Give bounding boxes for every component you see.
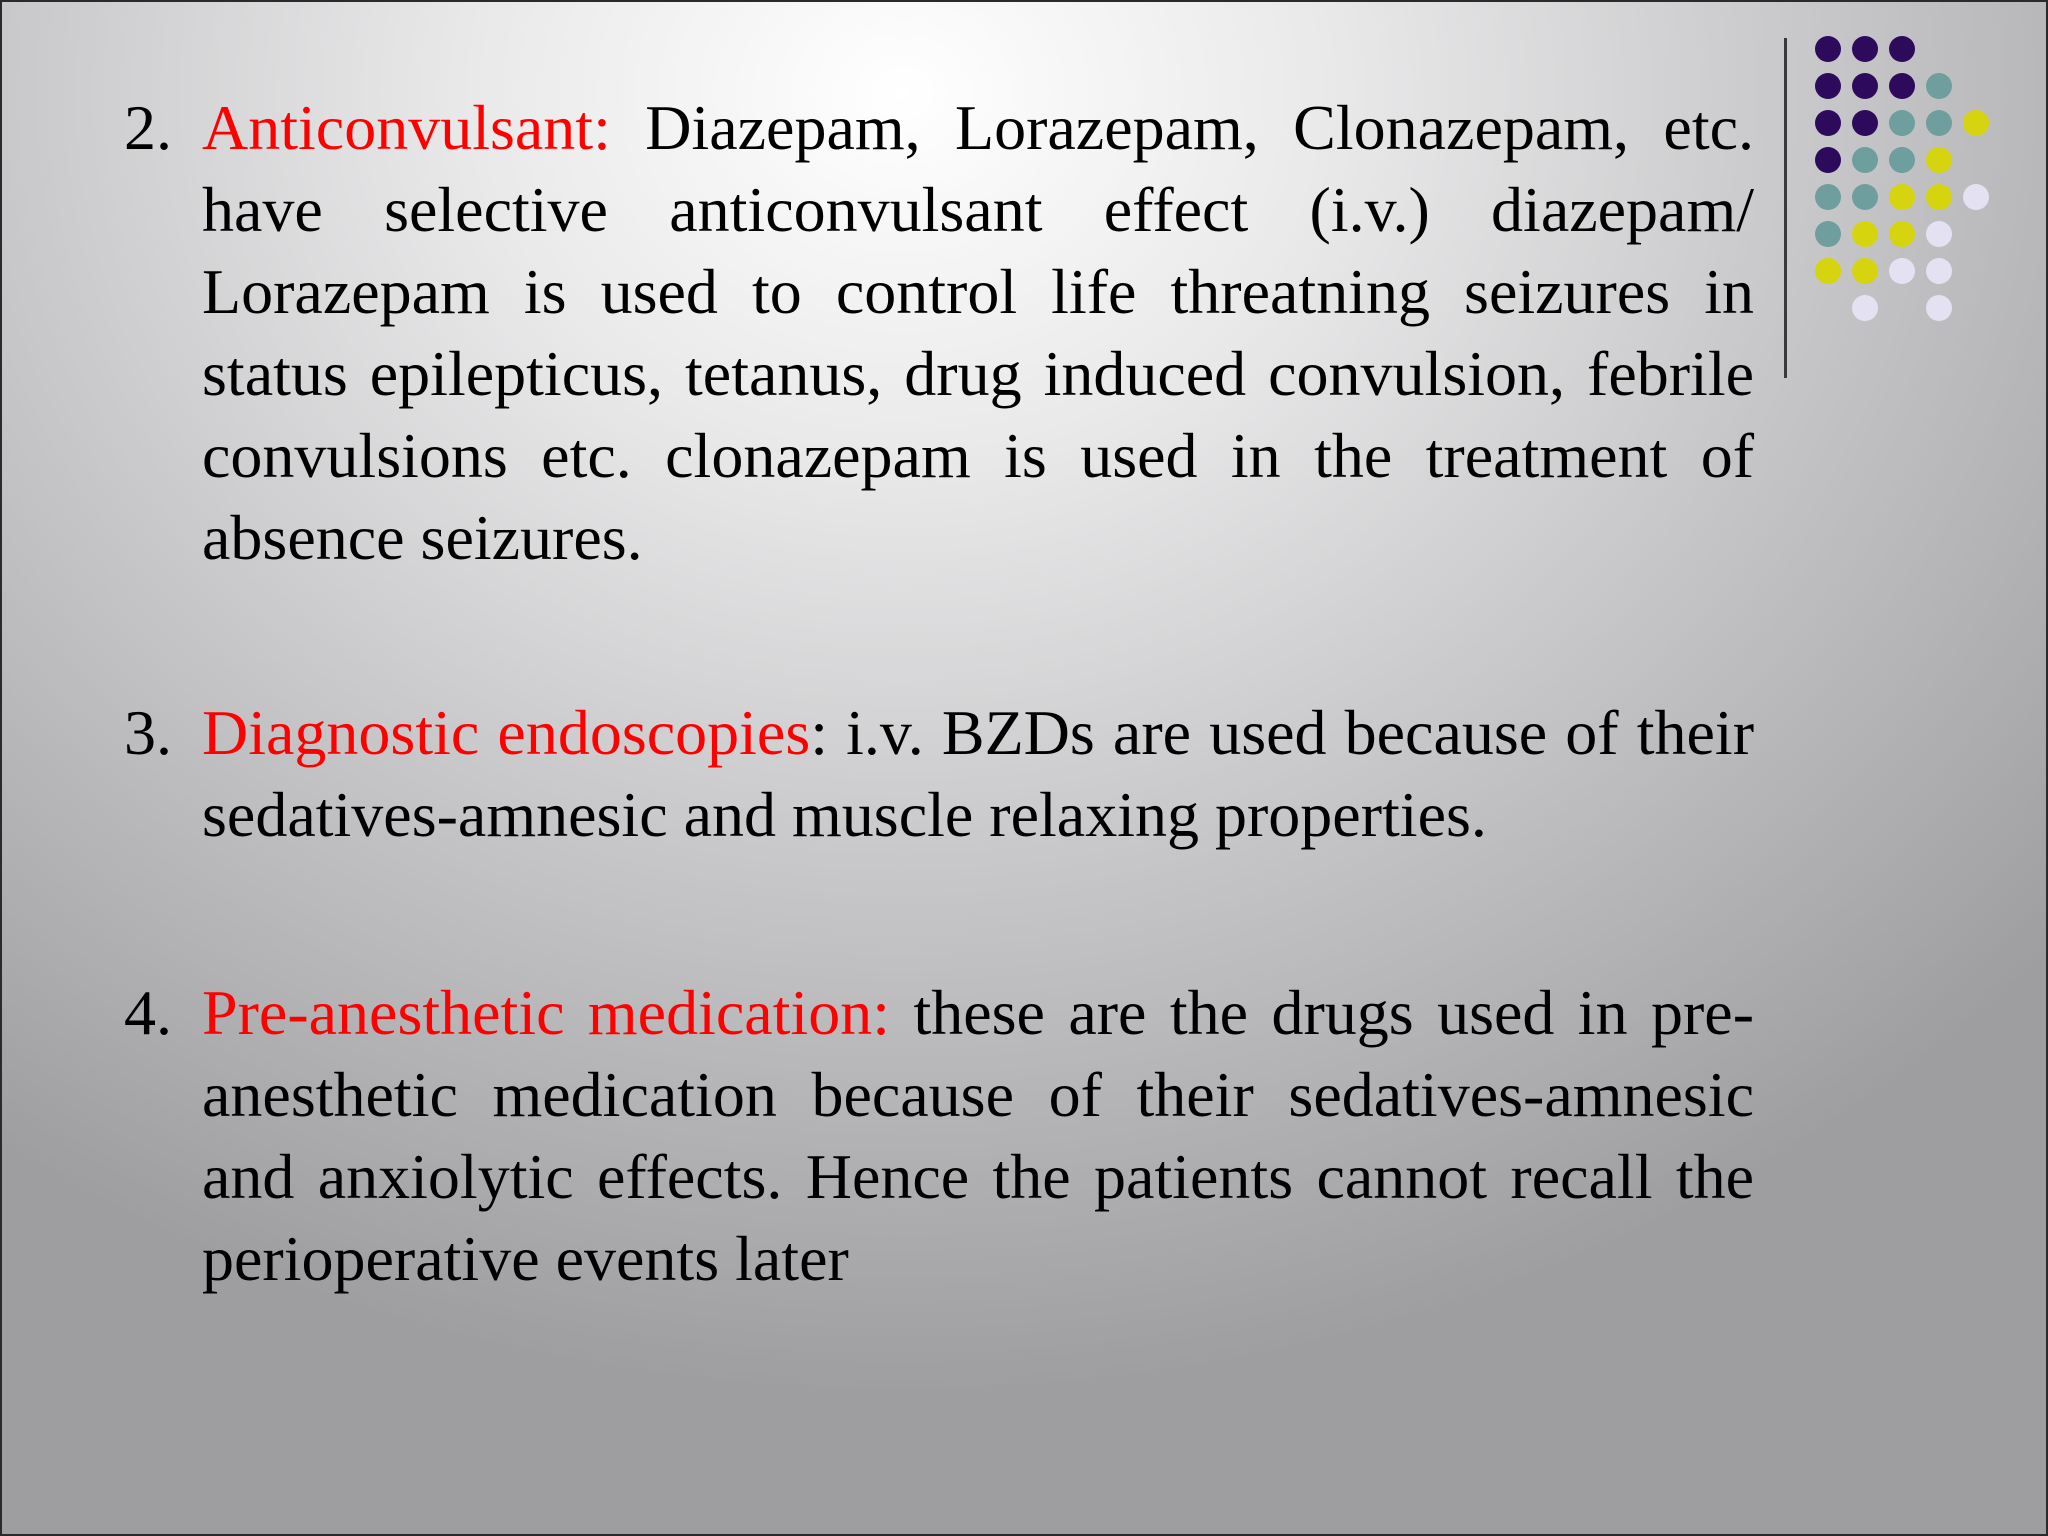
item-body: Diazepam, Lorazepam, Clonazepam, etc. have selective anticonvulsant effect (i.v.) diazepam/ Lorazepam is used to control life threatning seizures in status epilepticus, tetanus, drug induced convulsion, febrile convulsions etc. clonazepam is used in the treatment of absence seizures. — [202, 92, 1755, 573]
decorative-dot — [1815, 147, 1841, 173]
decorative-dot — [1926, 147, 1952, 173]
decorative-dot — [1852, 147, 1878, 173]
decorative-dot-grid — [1812, 36, 2034, 336]
decorative-dot — [1852, 184, 1878, 210]
decorative-dot — [1926, 295, 1952, 321]
item-number: 4. — [124, 977, 172, 1048]
decorative-dot — [1926, 258, 1952, 284]
item-number: 3. — [124, 697, 172, 768]
item-heading: Anticonvulsant: — [202, 92, 611, 163]
decorative-dot — [1926, 221, 1952, 247]
decorative-dot — [1852, 36, 1878, 62]
item-heading: Diagnostic endoscopies — [202, 697, 811, 768]
decorative-dot — [1815, 221, 1841, 247]
decorative-dot — [1815, 258, 1841, 284]
decorative-dot — [1889, 258, 1915, 284]
decorative-dot — [1889, 147, 1915, 173]
list-item-pre-anesthetic-medication — [124, 972, 1755, 1300]
decorative-dot — [1926, 110, 1952, 136]
item-number: 2. — [124, 92, 172, 163]
decorative-dot — [1926, 184, 1952, 210]
decorative-dot — [1852, 221, 1878, 247]
decorative-dot — [1889, 36, 1915, 62]
decorative-dot — [1815, 110, 1841, 136]
decorative-dot — [1889, 184, 1915, 210]
decorative-dot — [1852, 73, 1878, 99]
decorative-dot — [1815, 184, 1841, 210]
decorative-dot — [1963, 184, 1989, 210]
decorative-dot — [1963, 110, 1989, 136]
decorative-dot — [1889, 221, 1915, 247]
decorative-dot — [1852, 295, 1878, 321]
decorative-dot — [1852, 110, 1878, 136]
item-heading: Pre-anesthetic medication: — [202, 977, 891, 1048]
divider-line — [1784, 38, 1787, 378]
item-body: : i.v. BZDs are used because of their sedatives-amnesic and muscle relaxing properties. — [202, 697, 1755, 850]
decorative-dot — [1889, 73, 1915, 99]
decorative-dot — [1815, 36, 1841, 62]
decorative-dot — [1852, 258, 1878, 284]
item-body: these are the drugs used in pre-anesthetic medication because of their sedatives-amnesic and anxiolytic effects. Hence the patients cannot recall the perioperative events later — [202, 977, 1755, 1294]
decorative-dot — [1889, 110, 1915, 136]
list-item-anticonvulsant — [124, 87, 1755, 579]
decorative-dot — [1926, 73, 1952, 99]
decorative-dot — [1815, 73, 1841, 99]
list-item-diagnostic-endoscopies — [124, 692, 1755, 856]
